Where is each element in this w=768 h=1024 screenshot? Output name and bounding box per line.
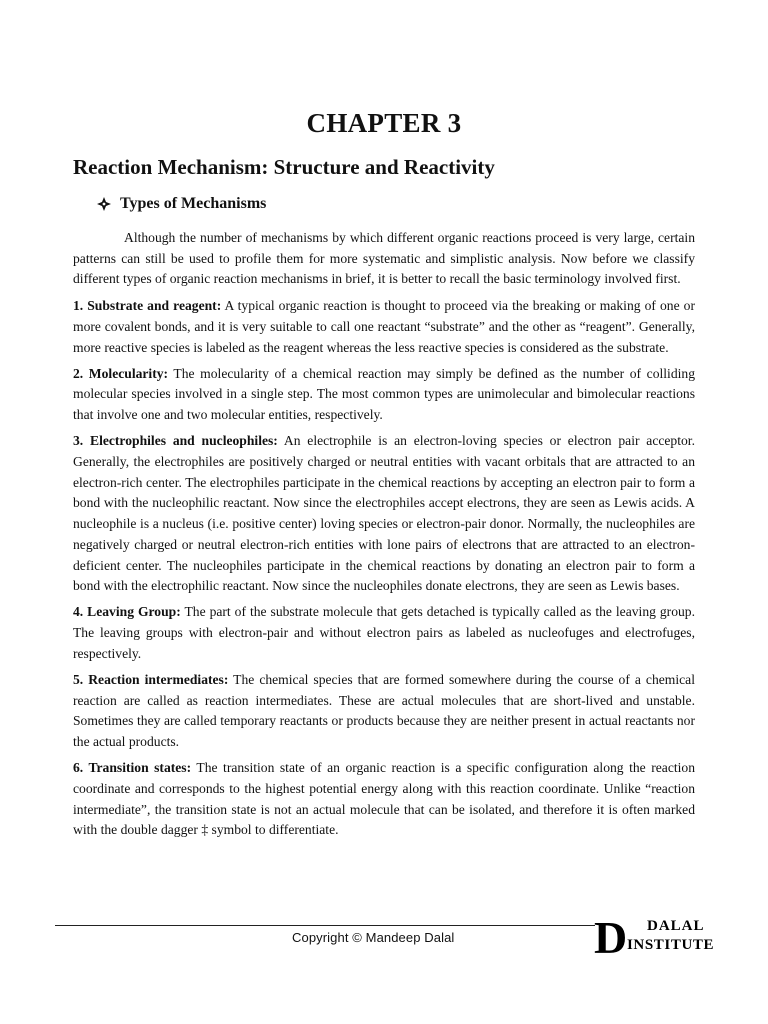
section-title: Reaction Mechanism: Structure and Reactivity	[73, 155, 495, 179]
term-paragraph-substrate	[73, 296, 695, 358]
term-paragraph-transition-states	[73, 758, 695, 841]
term-label: 3. Electrophiles and nucleophiles:	[73, 433, 278, 449]
chapter-title: CHAPTER 3	[306, 108, 462, 138]
footer-divider	[55, 925, 595, 926]
logo-text-bottom: INSTITUTE	[627, 937, 715, 953]
term-label: 2. Molecularity:	[73, 365, 169, 381]
diamond-bullet-icon	[97, 197, 111, 211]
term-label: 5. Reaction intermediates:	[73, 672, 229, 688]
term-label: 4. Leaving Group:	[73, 604, 181, 620]
term-paragraph-intermediates	[73, 670, 695, 753]
subsection-title: Types of Mechanisms	[120, 195, 267, 212]
term-label: 1. Substrate and reagent:	[73, 298, 222, 314]
term-paragraph-leaving-group	[73, 602, 695, 664]
term-definition: An electrophile is an electron-loving species or electron pair acceptor. Generally, the electrophiles are positively charged or neutral entities with vacant orbitals that are attracted to an electron-rich center. The electrophiles participate in the chemical reactions by accepting an electron pair to form a bond with the nucleophilic reactant. Now since the electrophiles accept electrons, they are seen as Lewis acids. A nucleophile is a nucleus (i.e. positive center) loving species or electron-pair donor. Normally, the nucleophiles are negatively charged or neutral electron-rich entities with lone pairs of electrons that are attracted to an electron-deficient center. The nucleophiles participate in the chemical reactions by donating an electron pair to form a bond with the electrophilic reactant. Now since the nucleophiles donate electrons, they are seen as Lewis bases.	[73, 433, 695, 594]
body-text	[73, 228, 695, 847]
logo-text-top: DALAL	[647, 918, 705, 934]
term-label: 6. Transition states:	[73, 760, 192, 776]
subsection-heading	[97, 195, 266, 213]
term-definition: A typical organic reaction is thought to proceed via the breaking or making of one or more covalent bonds, and it is very suitable to call one reactant “substrate” and the other as “reagent”. Generally, more reactive species is labeled as the reagent whereas the less reactive species is considered as the substrate.	[73, 298, 695, 355]
intro-paragraph: Although the number of mechanisms by which different organic reactions proceed is very large, certain patterns can still be used to profile them for more systematic and simplistic analysis. Now before we classify different types of organic reaction mechanisms in brief, it is better to recall the basic terminology involved first.	[73, 230, 695, 287]
term-definition: The transition state of an organic reaction is a specific configuration along the reaction coordinate and corresponds to the highest potential energy along with this reaction coordinate. Unlike “reaction intermediate”, the transition state is not an actual molecule that can be isolated, and therefore it is often marked with the double dagger ‡ symbol to differentiate.	[73, 760, 695, 838]
term-paragraph-electrophiles	[73, 431, 695, 597]
copyright-text: Copyright © Mandeep Dalal	[292, 930, 455, 945]
term-definition: The chemical species that are formed somewhere during the course of a chemical reaction are called as reaction intermediates. These are actual molecules that are short-lived and unstable. Sometimes they are called temporary reactants or products because they are neither present in actual reactants nor the actual products.	[73, 672, 695, 750]
logo-letter: D	[594, 912, 628, 963]
term-definition: The molecularity of a chemical reaction may simply be defined as the number of colliding molecular species involved in a single step. The most common types are unimolecular and bimolecular reactions that involve one and two molecular entities, respectively.	[73, 365, 695, 423]
term-definition: The part of the substrate molecule that gets detached is typically called as the leaving group. The leaving groups with electron-pair and without electron pairs as labeled as nucleofuges and electrofuges, respectively.	[73, 604, 695, 661]
term-paragraph-molecularity	[73, 364, 695, 426]
dalal-institute-logo	[594, 912, 724, 963]
